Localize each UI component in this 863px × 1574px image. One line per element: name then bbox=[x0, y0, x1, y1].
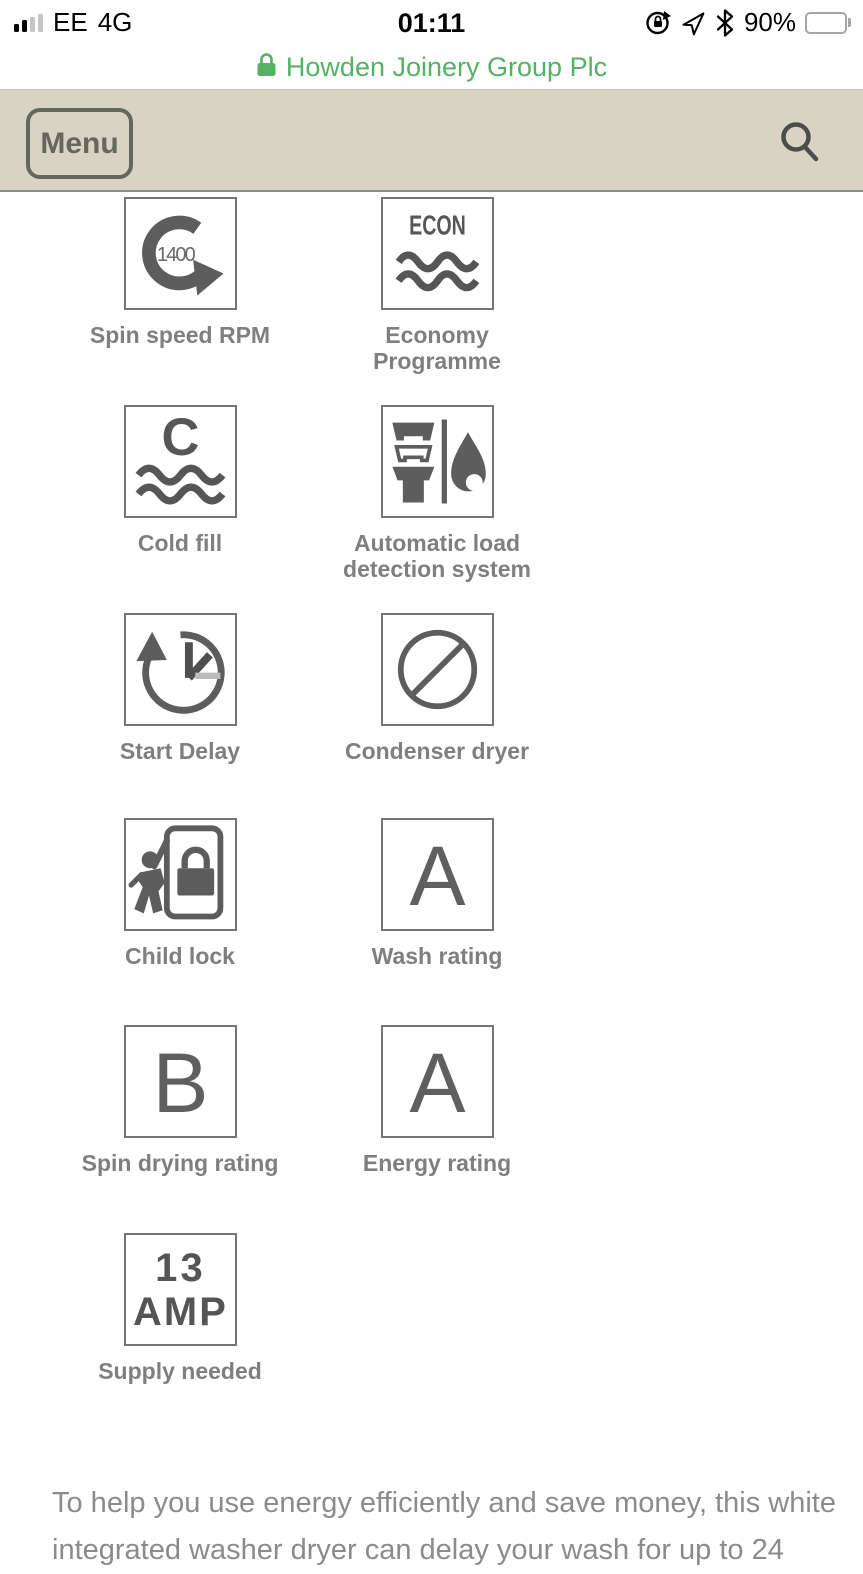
feature-load-detection bbox=[335, 405, 539, 582]
feature-label: Economy Programme bbox=[373, 322, 501, 374]
feature-label: Cold fill bbox=[137, 530, 223, 556]
rating-letter-icon bbox=[124, 1025, 237, 1138]
rating-letter-icon bbox=[381, 818, 494, 931]
child-lock-icon bbox=[124, 818, 237, 931]
svg-text:A: A bbox=[408, 828, 466, 923]
location-arrow-icon bbox=[680, 10, 706, 36]
feature-condenser-dryer bbox=[335, 613, 539, 764]
feature-label: Start Delay bbox=[119, 738, 241, 764]
svg-text:C: C bbox=[161, 408, 199, 468]
svg-text:13: 13 bbox=[154, 1246, 206, 1291]
feature-economy-programme bbox=[335, 197, 539, 374]
feature-label: Automatic load detection system bbox=[343, 530, 531, 582]
feature-child-lock bbox=[78, 818, 282, 969]
svg-text:B: B bbox=[151, 1035, 209, 1130]
network-type-label: 4G bbox=[97, 7, 133, 37]
feature-label: Child lock bbox=[125, 943, 235, 969]
feature-label: Supply needed bbox=[98, 1358, 262, 1384]
orientation-lock-icon bbox=[644, 9, 671, 36]
load-detection-icon bbox=[381, 405, 494, 518]
spin-speed-icon bbox=[124, 197, 237, 310]
url-bar[interactable] bbox=[0, 45, 863, 89]
search-button[interactable] bbox=[778, 120, 822, 164]
carrier-label: EE bbox=[53, 7, 88, 37]
clock: 01:11 bbox=[397, 8, 466, 38]
feature-cold-fill bbox=[78, 405, 282, 556]
svg-text:ECON: ECON bbox=[408, 209, 466, 241]
start-delay-clock-icon bbox=[124, 613, 237, 726]
status-bar bbox=[0, 0, 863, 45]
feature-supply-needed bbox=[78, 1233, 282, 1384]
feature-label: Spin drying rating bbox=[81, 1150, 279, 1176]
feature-energy-rating bbox=[335, 1025, 539, 1176]
economy-waves-icon bbox=[381, 197, 494, 310]
page-header bbox=[0, 89, 863, 192]
feature-spin-drying-rating bbox=[78, 1025, 282, 1176]
battery-percent-label: 90% bbox=[743, 7, 796, 37]
svg-text:AMP: AMP bbox=[132, 1290, 228, 1335]
description-line: integrated washer dryer can delay your wash for up to 24 bbox=[52, 1534, 784, 1566]
svg-text:1400: 1400 bbox=[156, 243, 196, 266]
cold-fill-waves-icon bbox=[124, 405, 237, 518]
feature-start-delay bbox=[78, 613, 282, 764]
supply-amp-icon bbox=[124, 1233, 237, 1346]
battery-icon bbox=[805, 12, 851, 34]
svg-text:A: A bbox=[408, 1035, 466, 1130]
feature-spin-speed bbox=[78, 197, 282, 348]
feature-label: Spin speed RPM bbox=[89, 322, 271, 348]
feature-grid bbox=[0, 192, 863, 1566]
menu-button[interactable]: Menu bbox=[26, 108, 133, 179]
feature-label: Condenser dryer bbox=[344, 738, 530, 764]
condenser-dryer-icon bbox=[381, 613, 494, 726]
feature-label: Energy rating bbox=[362, 1150, 512, 1176]
feature-label: Wash rating bbox=[371, 943, 503, 969]
feature-wash-rating bbox=[335, 818, 539, 969]
description-paragraph bbox=[52, 1480, 842, 1574]
description-line: To help you use energy efficiently and save money, this white bbox=[52, 1487, 836, 1519]
site-title: Howden Joinery Group Plc bbox=[285, 51, 608, 82]
search-icon bbox=[778, 152, 822, 167]
rating-letter-icon bbox=[381, 1025, 494, 1138]
bluetooth-icon bbox=[715, 9, 735, 37]
secure-lock-icon bbox=[256, 52, 277, 83]
